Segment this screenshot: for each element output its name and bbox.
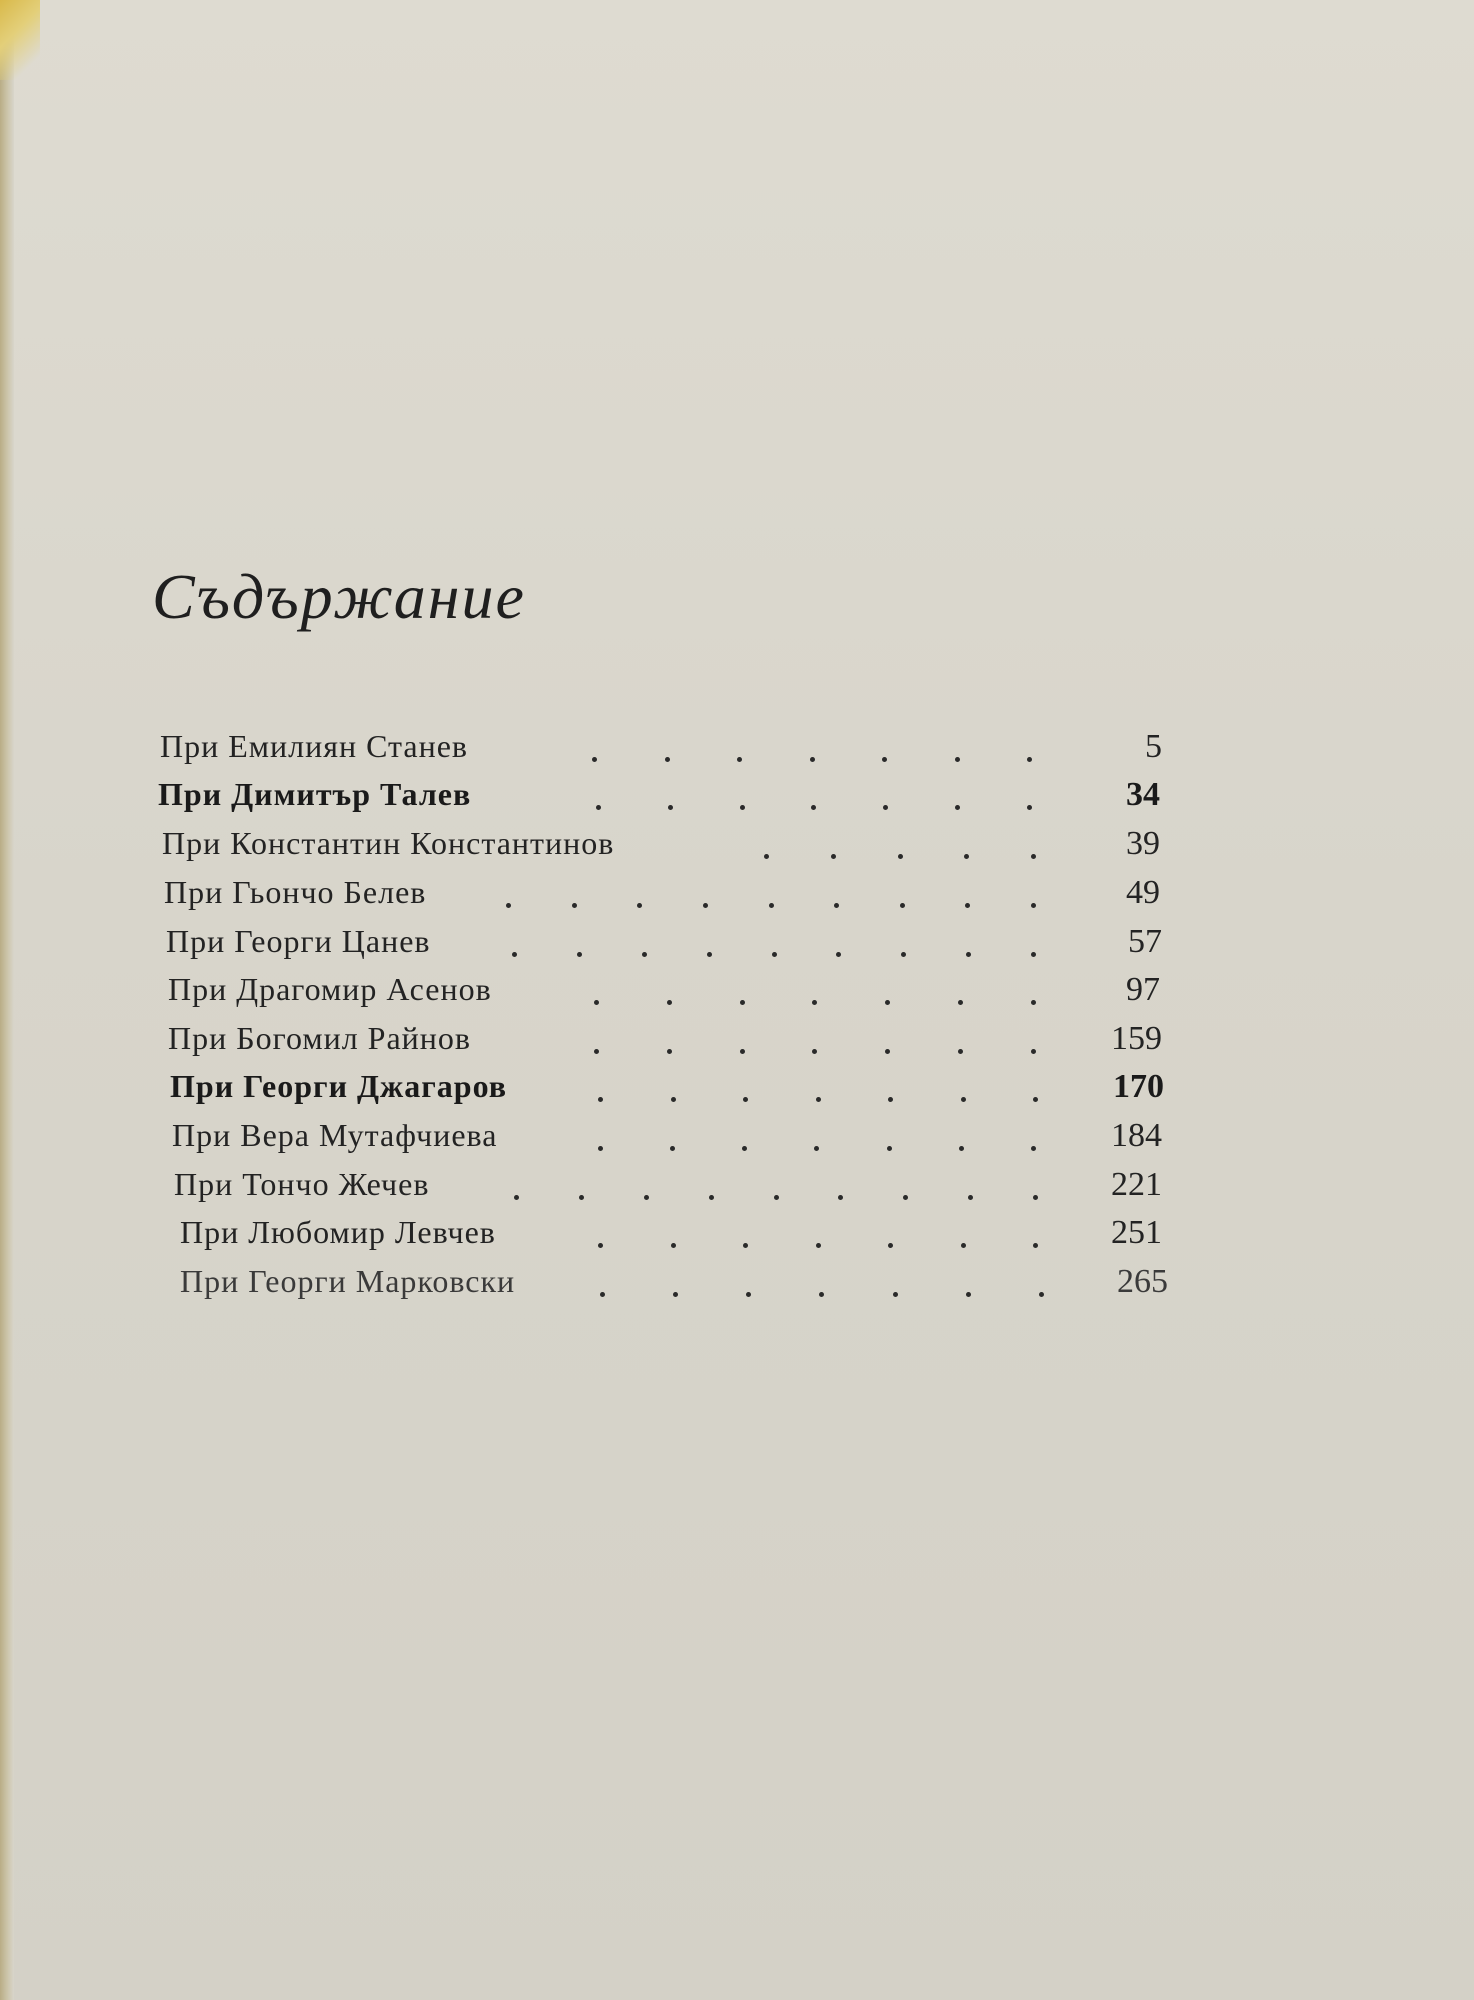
toc-entry-page: 5 xyxy=(1145,728,1162,765)
toc-leader-dots xyxy=(512,923,1036,963)
toc-leader-dots xyxy=(764,825,1036,865)
toc-entry xyxy=(0,728,1474,778)
toc-entry-title: При Димитър Талев xyxy=(158,776,472,812)
toc-entry-page: 49 xyxy=(1126,874,1160,911)
toc-entry xyxy=(0,1068,1474,1118)
toc-entry-title: При Емилиян Станев xyxy=(160,728,469,764)
toc-entry-page: 57 xyxy=(1128,923,1162,960)
toc-leader-dots xyxy=(598,1117,1036,1157)
toc-entry xyxy=(0,971,1474,1021)
toc-leader-dots xyxy=(594,971,1036,1011)
toc-entry-page: 170 xyxy=(1113,1068,1164,1105)
toc-entry xyxy=(0,1214,1474,1264)
toc-entry xyxy=(0,1020,1474,1070)
toc-entry-title: При Георги Марковски xyxy=(180,1263,516,1299)
toc-leader-dots xyxy=(592,728,1032,768)
toc-entry-title: При Драгомир Асенов xyxy=(168,971,492,1007)
toc-leader-dots xyxy=(600,1263,1044,1303)
toc-leader-dots xyxy=(594,1020,1036,1060)
toc-entry-title: При Гьончо Белев xyxy=(164,874,427,910)
toc-entry xyxy=(0,1117,1474,1167)
toc-entry-page: 34 xyxy=(1126,776,1160,813)
toc-entry-page: 265 xyxy=(1117,1263,1168,1300)
toc-entry-page: 159 xyxy=(1111,1020,1162,1057)
toc-entry-page: 221 xyxy=(1111,1166,1162,1203)
toc-heading: Съдържание xyxy=(152,561,526,632)
toc-entry-title: При Любомир Левчев xyxy=(180,1214,496,1250)
toc-entry xyxy=(0,825,1474,875)
toc-leader-dots xyxy=(596,776,1032,816)
toc-entry xyxy=(0,874,1474,924)
toc-entry-page: 97 xyxy=(1126,971,1160,1008)
toc-entry-title: При Тончо Жечев xyxy=(174,1166,430,1202)
toc-entry-page: 184 xyxy=(1111,1117,1162,1154)
toc-entry xyxy=(0,1263,1474,1313)
toc-entry-title: При Богомил Райнов xyxy=(168,1020,472,1056)
toc-entry-page: 39 xyxy=(1126,825,1160,862)
toc-entry-title: При Георги Джагаров xyxy=(170,1068,508,1104)
toc-entry-title: При Константин Константинов xyxy=(162,825,615,861)
toc-entry-title: При Вера Мутафчиева xyxy=(172,1117,498,1153)
toc-entry xyxy=(0,1166,1474,1216)
toc-entry xyxy=(0,776,1474,826)
toc-entry-title: При Георги Цанев xyxy=(166,923,431,959)
toc-entry-page: 251 xyxy=(1111,1214,1162,1251)
toc-leader-dots xyxy=(506,874,1036,914)
toc-entry xyxy=(0,923,1474,973)
toc-leader-dots xyxy=(598,1214,1038,1254)
toc-leader-dots xyxy=(598,1068,1038,1108)
toc-leader-dots xyxy=(514,1166,1038,1206)
